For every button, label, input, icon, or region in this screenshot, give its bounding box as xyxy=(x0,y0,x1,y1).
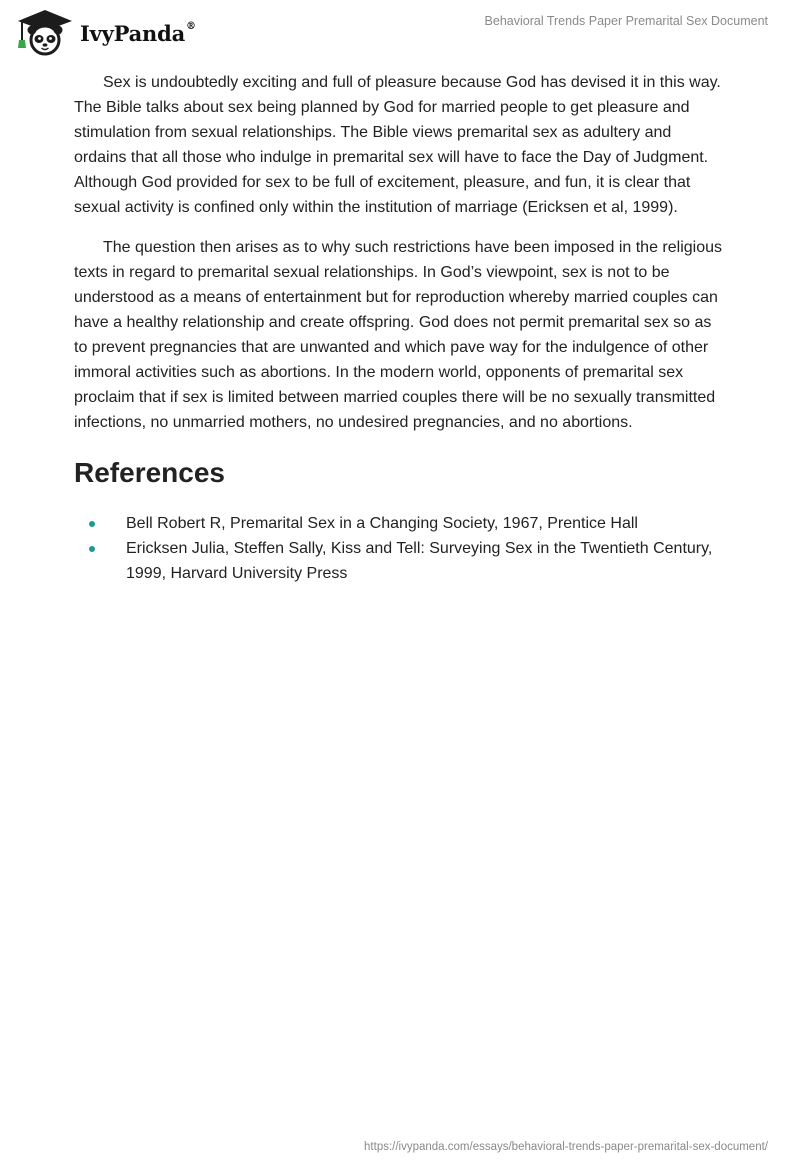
source-url[interactable]: https://ivypanda.com/essays/behavioral-trends-paper-premarital-sex-document/ xyxy=(364,1141,768,1153)
bullet-icon xyxy=(89,546,95,552)
reference-item xyxy=(74,536,726,586)
panda-graduation-cap-icon xyxy=(14,8,76,56)
page-header xyxy=(0,0,800,64)
reference-text: Bell Robert R, Premarital Sex in a Changing Society, 1967, Prentice Hall xyxy=(126,515,638,532)
reference-item xyxy=(74,511,726,536)
document-title: Behavioral Trends Paper Premarital Sex Document xyxy=(484,14,768,28)
body-paragraph: The question then arises as to why such restrictions have been imposed in the religious texts in regard to premarital sexual relationships. In God’s viewpoint, sex is not to be understood as a means of entertainment but for reproduction whereby married couples can have a healthy relationship and create offspring. God does not permit premarital sex so as to prevent pregnancies that are unwanted and which pave way for the indulgence of other immoral activities such as abortions. In the modern world, opponents of premarital sex proclaim that if sex is limited between married couples there will be no sexually transmitted infections, no unmarried mothers, no undesired pregnancies, and no abortions. xyxy=(74,239,723,431)
logo[interactable] xyxy=(14,8,196,56)
bullet-icon xyxy=(89,521,95,527)
body-paragraph: Sex is undoubtedly exciting and full of pleasure because God has devised it in this way. The Bible talks about sex being planned by God for married people to get pleasure and stimulation from sexual relationships. The Bible views premarital sex as adultery and ordains that all those who indulge in premarital sex will have to face the Day of Judgment. Although God provided for sex to be full of excitement, pleasure, and fun, it is clear that sexual activity is confined only within the institution of marriage (Ericksen et al, 1999). xyxy=(74,74,721,216)
references-heading: References xyxy=(74,457,225,488)
document-body xyxy=(74,70,726,586)
references-list xyxy=(74,511,726,586)
reference-text: Ericksen Julia, Steffen Sally, Kiss and Tell: Surveying Sex in the Twentieth Century, 1999, Harvard University Press xyxy=(126,540,713,582)
logo-wordmark: IvyPanda® xyxy=(80,20,196,46)
